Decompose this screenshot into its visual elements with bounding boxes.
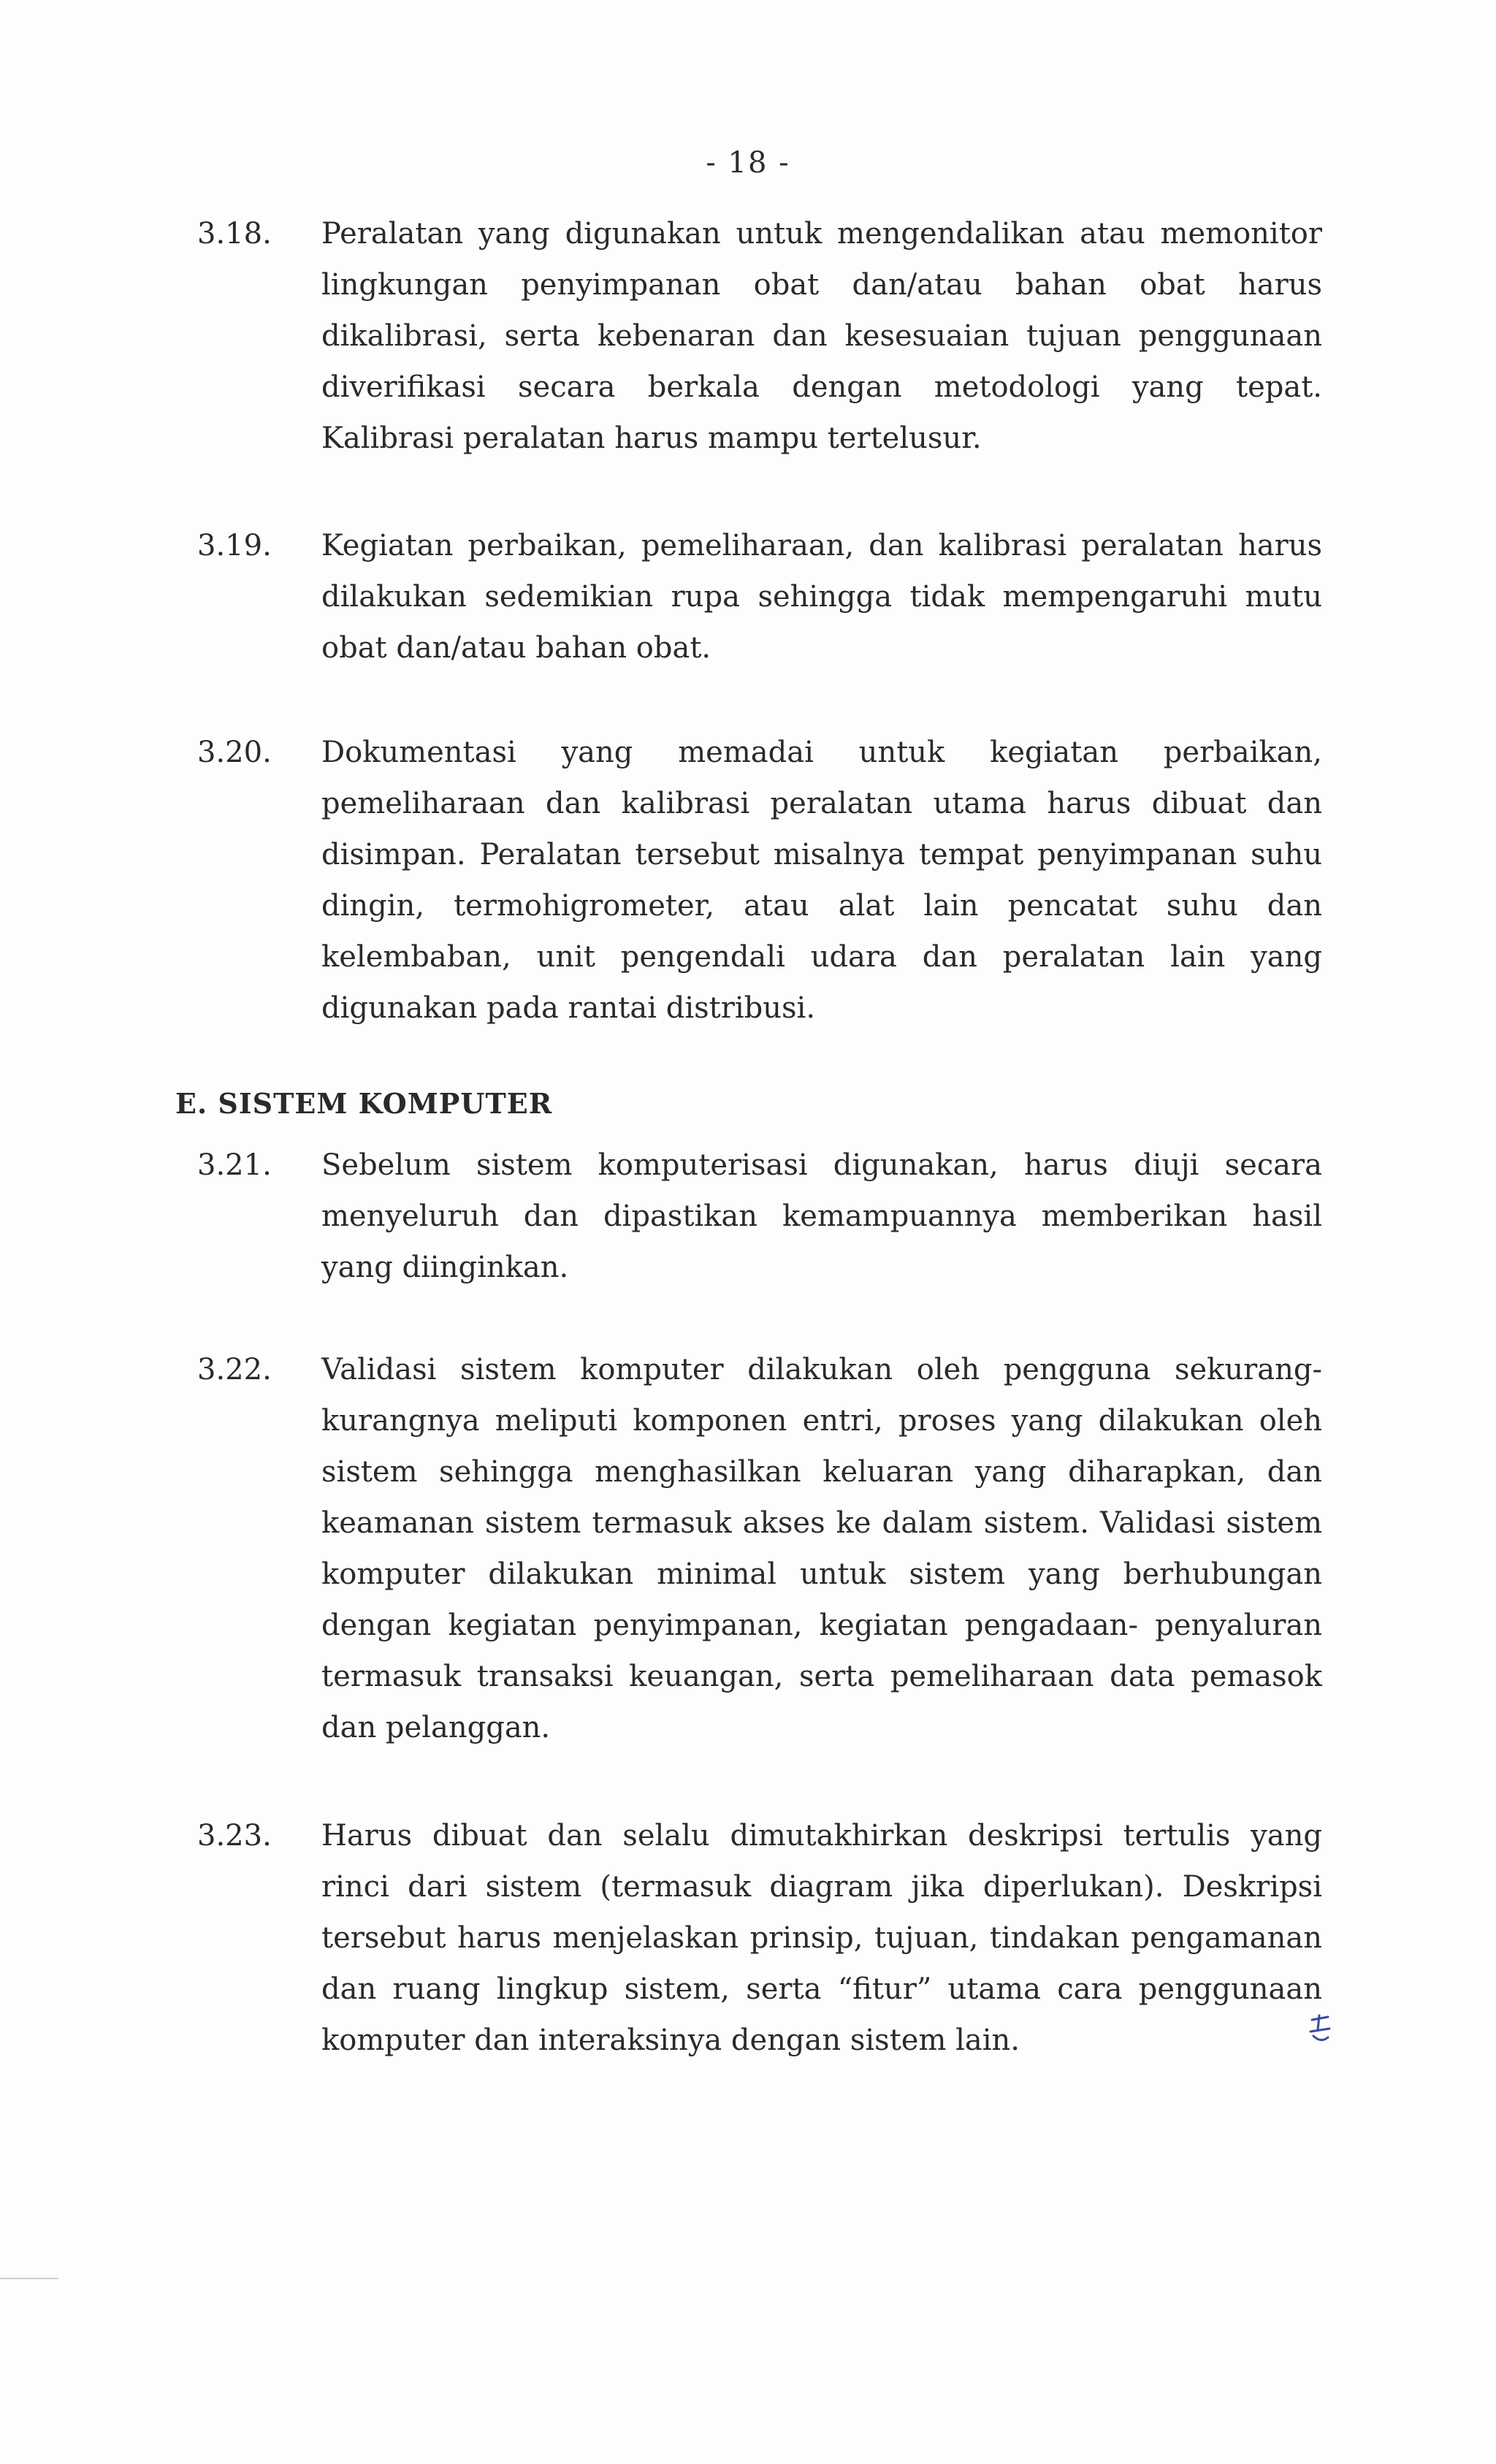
clause-text: Kegiatan perbaikan, pemeliharaan, dan kalibrasi peralatan harus dilakukan sedemikian rupa sehingga tidak mempengaruhi mutu obat dan/atau bahan obat. [321, 529, 1322, 665]
clause-3-21 [197, 1140, 1322, 1293]
clause-number: 3.21. [197, 1148, 272, 1182]
clause-number: 3.19. [197, 529, 272, 562]
clause-3-22 [197, 1344, 1322, 1753]
clause-text: Validasi sistem komputer dilakukan oleh pengguna sekurang-kurangnya meliputi komponen entri, proses yang dilakukan oleh sistem sehingga menghasilkan keluaran yang diharapkan, dan keamanan sistem termasuk akses ke dalam sistem. Validasi sistem komputer dilakukan minimal untuk sistem yang berhubungan dengan kegiatan penyimpanan, kegiatan pengadaan- penyaluran termasuk transaksi keuangan, serta pemeliharaan data pemasok dan pelanggan. [321, 1353, 1322, 1744]
clause-3-20 [197, 727, 1322, 1034]
clause-3-18 [197, 208, 1322, 464]
clause-number: 3.20. [197, 736, 272, 769]
initial-mark-icon [1308, 2013, 1332, 2046]
page-number: - 18 - [706, 146, 790, 180]
handwritten-initial-mark [1308, 2013, 1332, 2053]
clause-text: Sebelum sistem komputerisasi digunakan, harus diuji secara menyeluruh dan dipastikan kemampuannya memberikan hasil yang diinginkan. [321, 1148, 1322, 1284]
clause-3-23 [197, 1810, 1322, 2066]
section-heading: E. SISTEM KOMPUTER [175, 1087, 553, 1120]
clause-3-19 [197, 520, 1322, 674]
page-edge-line [0, 2278, 58, 2279]
clause-number: 3.23. [197, 1819, 272, 1853]
clause-text: Dokumentasi yang memadai untuk kegiatan perbaikan, pemeliharaan dan kalibrasi peralatan utama harus dibuat dan disimpan. Peralatan tersebut misalnya tempat penyimpanan suhu dingin, termohigrometer, atau alat lain pencatat suhu dan kelembaban, unit pengendali udara dan peralatan lain yang digunakan pada rantai distribusi. [321, 736, 1322, 1025]
clause-text: Peralatan yang digunakan untuk mengendalikan atau memonitor lingkungan penyimpanan obat dan/atau bahan obat harus dikalibrasi, serta kebenaran dan kesesuaian tujuan penggunaan diverifikasi secara berkala dengan metodologi yang tepat. Kalibrasi peralatan harus mampu tertelusur. [321, 217, 1322, 455]
clause-text: Harus dibuat dan selalu dimutakhirkan deskripsi tertulis yang rinci dari sistem (termasuk diagram jika diperlukan). Deskripsi tersebut harus menjelaskan prinsip, tujuan, tindakan pengamanan dan ruang lingkup sistem, serta “fitur” utama cara penggunaan komputer dan interaksinya dengan sistem lain. [321, 1819, 1322, 2057]
clause-number: 3.18. [197, 217, 272, 251]
clause-number: 3.22. [197, 1353, 272, 1387]
